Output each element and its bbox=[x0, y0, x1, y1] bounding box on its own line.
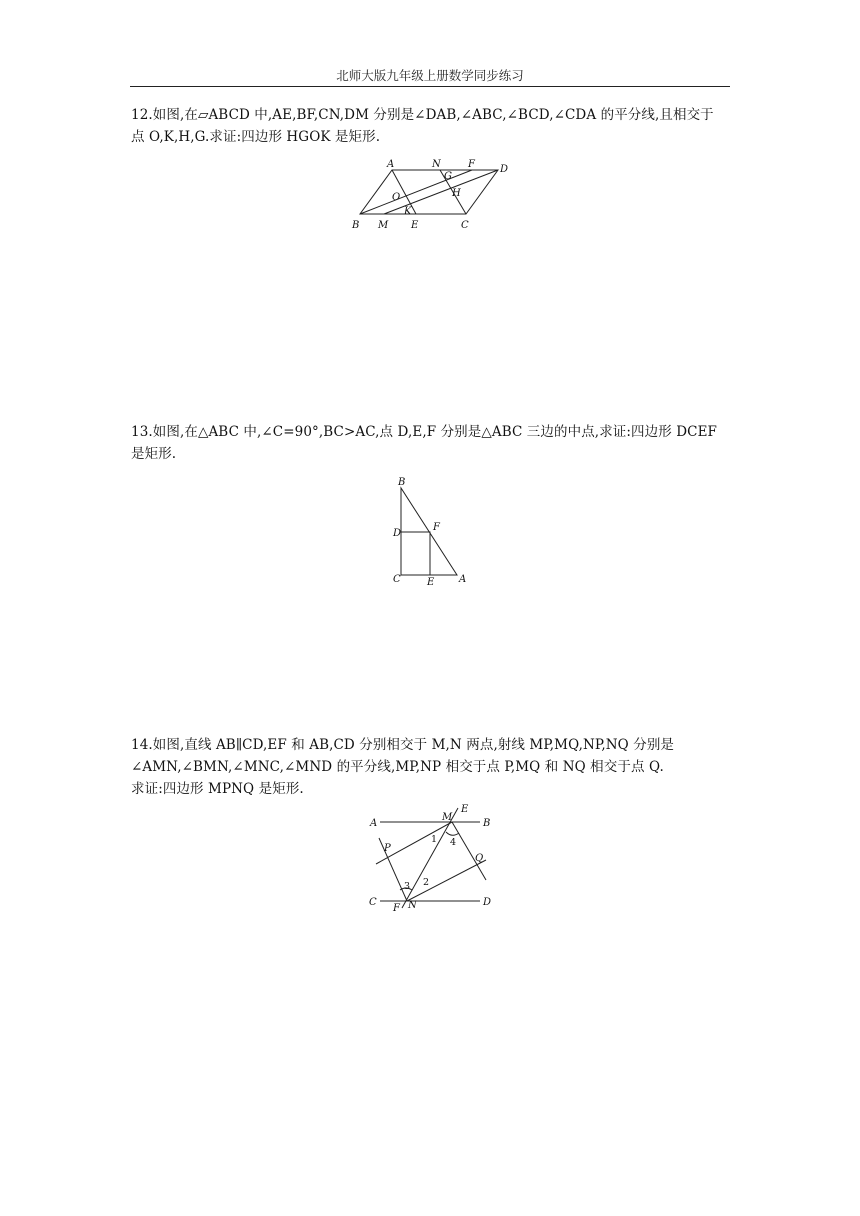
parallelogram-abcd bbox=[360, 170, 498, 214]
header-divider bbox=[130, 86, 730, 87]
figure-right-triangle bbox=[388, 474, 478, 592]
label-A: A bbox=[459, 574, 467, 585]
label-K: K bbox=[404, 206, 412, 217]
angle-label-1: 1 bbox=[431, 834, 438, 845]
problem-13-line-2: 是矩形. bbox=[131, 446, 177, 462]
label-E: E bbox=[427, 577, 435, 588]
problem-12-line-2: 点 O,K,H,G.求证:四边形 HGOK 是矩形. bbox=[131, 129, 381, 145]
page-header: 北师大版九年级上册数学同步练习 bbox=[336, 68, 524, 83]
label-C: C bbox=[461, 220, 469, 231]
label-A: A bbox=[387, 159, 395, 170]
angle-label-4: 4 bbox=[450, 837, 457, 848]
label-B: B bbox=[398, 477, 406, 488]
ray-nq bbox=[407, 860, 486, 901]
angle-label-2: 2 bbox=[423, 877, 430, 888]
label-N: N bbox=[408, 900, 417, 911]
label-B: B bbox=[483, 818, 491, 829]
label-G: G bbox=[444, 171, 452, 182]
label-D: D bbox=[393, 528, 402, 539]
label-F: F bbox=[393, 903, 400, 914]
problem-14 bbox=[131, 734, 731, 800]
bisector-dm bbox=[384, 170, 498, 214]
label-F: F bbox=[468, 159, 475, 170]
label-A: A bbox=[370, 818, 378, 829]
figure-parallelogram bbox=[340, 156, 520, 236]
label-N: N bbox=[432, 159, 441, 170]
problem-14-line-2: ∠AMN,∠BMN,∠MNC,∠MND 的平分线,MP,NP 相交于点 P,MQ 和 NQ 相交于点 Q. bbox=[131, 759, 664, 775]
problem-13 bbox=[131, 421, 731, 465]
label-C: C bbox=[369, 897, 377, 908]
angle-label-3: 3 bbox=[404, 881, 411, 892]
problem-12-line-1: 12.如图,在▱ABCD 中,AE,BF,CN,DM 分别是∠DAB,∠ABC,∠BCD,∠CDA 的平分线,且相交于 bbox=[131, 107, 714, 123]
problem-12 bbox=[131, 104, 731, 148]
ray-mq bbox=[452, 822, 486, 880]
label-D: D bbox=[483, 897, 492, 908]
label-B: B bbox=[352, 220, 360, 231]
figure-parallel-lines bbox=[362, 800, 512, 918]
label-P: P bbox=[384, 843, 391, 854]
problem-14-line-3: 求证:四边形 MPNQ 是矩形. bbox=[131, 781, 304, 797]
label-O: O bbox=[392, 192, 401, 203]
label-H: H bbox=[452, 188, 461, 199]
problem-14-line-1: 14.如图,直线 AB∥CD,EF 和 AB,CD 分别相交于 M,N 两点,射线 MP,MQ,NP,NQ 分别是 bbox=[131, 737, 675, 753]
rectangle-dcef bbox=[401, 532, 430, 575]
label-D: D bbox=[500, 164, 509, 175]
problem-13-line-1: 13.如图,在△ABC 中,∠C=90°,BC>AC,点 D,E,F 分别是△ABC 三边的中点,求证:四边形 DCEF bbox=[131, 424, 718, 440]
label-M: M bbox=[378, 220, 389, 231]
label-M: M bbox=[442, 812, 453, 823]
label-Q: Q bbox=[475, 853, 484, 864]
label-E: E bbox=[411, 220, 419, 231]
angle-arc-4 bbox=[446, 832, 459, 835]
label-F: F bbox=[433, 522, 440, 533]
label-C: C bbox=[393, 574, 401, 585]
label-E: E bbox=[461, 804, 469, 815]
